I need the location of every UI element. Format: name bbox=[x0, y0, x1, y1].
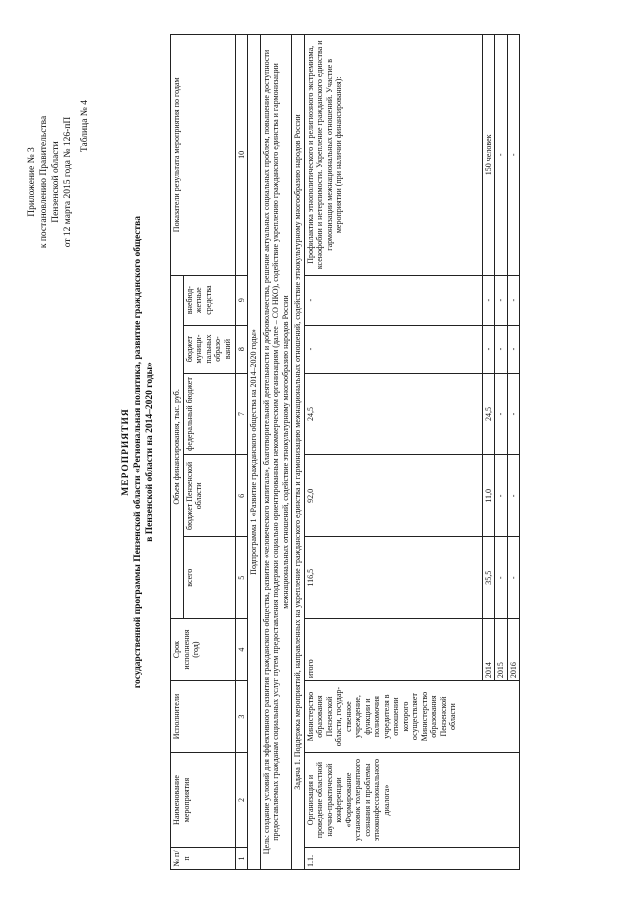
header-regional: бюджет Пензенской области bbox=[183, 455, 235, 537]
row-regional: 11,0 bbox=[482, 455, 495, 537]
header-term: Срок исполнения (год) bbox=[171, 619, 236, 681]
item-result: Профилактика этнополитического и религиозного экстремизма, ксенофобии и нетерпимости. Укрепление гражданского единства и гармонизации межнациональных отношений. Участие в мероприятии (при наличии финансирования): bbox=[304, 35, 482, 276]
row-extra: - bbox=[507, 275, 520, 325]
row-term: итого bbox=[304, 619, 482, 681]
row-regional: - bbox=[507, 455, 520, 537]
header-name: Наименование мероприятия bbox=[171, 753, 236, 848]
row-municipal: - bbox=[482, 325, 495, 373]
header-total: всего bbox=[183, 537, 235, 619]
row-municipal: - bbox=[304, 325, 482, 373]
row-result: - bbox=[495, 35, 508, 276]
row-federal: - bbox=[495, 373, 508, 455]
appendix-line: от 12 марта 2015 года № 126-пП bbox=[63, 116, 73, 248]
header-results: Показатели результата мероприятия по годам bbox=[171, 35, 236, 276]
col-number: 3 bbox=[235, 681, 248, 753]
row-total: 35,5 bbox=[482, 537, 495, 619]
row-term: 2015 bbox=[495, 619, 508, 681]
row-total: - bbox=[507, 537, 520, 619]
row-result: - bbox=[507, 35, 520, 276]
row-federal: 24,5 bbox=[482, 373, 495, 455]
appendix-line: к постановлению Правительства bbox=[39, 115, 49, 249]
col-number: 1 bbox=[235, 848, 248, 870]
col-number: 10 bbox=[235, 35, 248, 276]
row-term: 2016 bbox=[507, 619, 520, 681]
subprogram-row: Подпрограмма 1 «Развитие гражданского общества на 2014–2020 годы» bbox=[248, 35, 261, 870]
row-federal: 24,5 bbox=[304, 373, 482, 455]
measures-table bbox=[170, 34, 520, 870]
header-municipal: бюджет муници-пальных образо-ваний bbox=[183, 325, 235, 373]
col-number: 2 bbox=[235, 753, 248, 848]
col-number: 7 bbox=[235, 373, 248, 455]
goal-row: Цель: создание условий для эффективного развития гражданского общества, развитие «человеческого капитала», благотворительной деятельности и добровольчества, решение актуальных социальных проблем, повышение доступности предоставляемых гражданам социальных услуг путем предоставления поддержки социально ориентированным некоммерческим организациям (далее – СО НКО), содействие укреплению гражданского единства и гармонизации межнациональных отношений, содействие этнокультурному многообразию народов России bbox=[260, 35, 292, 870]
row-federal: - bbox=[507, 373, 520, 455]
row-municipal: - bbox=[495, 325, 508, 373]
task-row: Задача 1. Поддержка мероприятий, направленных на укрепление гражданского единства и гармонизацию межнациональных отношений, содействие этнокультурному многообразию народов России bbox=[292, 35, 305, 870]
col-number: 5 bbox=[235, 537, 248, 619]
document-page bbox=[20, 12, 620, 892]
header-executors: Исполнители bbox=[171, 681, 236, 753]
appendix-block bbox=[26, 52, 74, 312]
col-number: 8 bbox=[235, 325, 248, 373]
col-number: 9 bbox=[235, 275, 248, 325]
column-number-row bbox=[235, 35, 248, 870]
appendix-line: Пензенской области bbox=[51, 141, 61, 223]
title-line: государственной программы Пензенской области «Региональная политика, развитие гражданского общества bbox=[133, 215, 143, 689]
row-total: 116,5 bbox=[304, 537, 482, 619]
title-main: МЕРОПРИЯТИЯ bbox=[121, 408, 131, 496]
item-name: Организация и проведение областной научно-практической конференции «Формирование установок толерантного сознания и проблемы этноконфессионального диалога» bbox=[304, 753, 520, 848]
row-result: 150 человек bbox=[482, 35, 495, 276]
row-term: 2014 bbox=[482, 619, 495, 681]
header-funding: Объем финансирования, тыс. руб. bbox=[171, 275, 184, 619]
row-extra: - bbox=[482, 275, 495, 325]
header-federal: федеральный бюджет bbox=[183, 373, 235, 455]
row-municipal: - bbox=[507, 325, 520, 373]
item-executors: Министерство образования Пензенской области, государ-ственное учреждение, функции и полномочия учредителя в отношении которого осуществляет Министерство образования Пензенской области bbox=[304, 681, 520, 753]
appendix-line: Приложение № 3 bbox=[27, 147, 37, 217]
row-extra: - bbox=[495, 275, 508, 325]
row-total: - bbox=[495, 537, 508, 619]
row-regional: - bbox=[495, 455, 508, 537]
item-number: 1.1. bbox=[304, 848, 520, 870]
header-extra: внебюд-жетные средства bbox=[183, 275, 235, 325]
row-extra: - bbox=[304, 275, 482, 325]
header-num: № п/п bbox=[171, 848, 236, 870]
col-number: 6 bbox=[235, 455, 248, 537]
col-number: 4 bbox=[235, 619, 248, 681]
row-regional: 92,0 bbox=[304, 455, 482, 537]
document-title bbox=[120, 12, 156, 892]
table-number: Таблица № 4 bbox=[80, 100, 90, 153]
table-row bbox=[304, 35, 482, 870]
title-line: в Пензенской области на 2014–2020 годы» bbox=[145, 362, 155, 542]
